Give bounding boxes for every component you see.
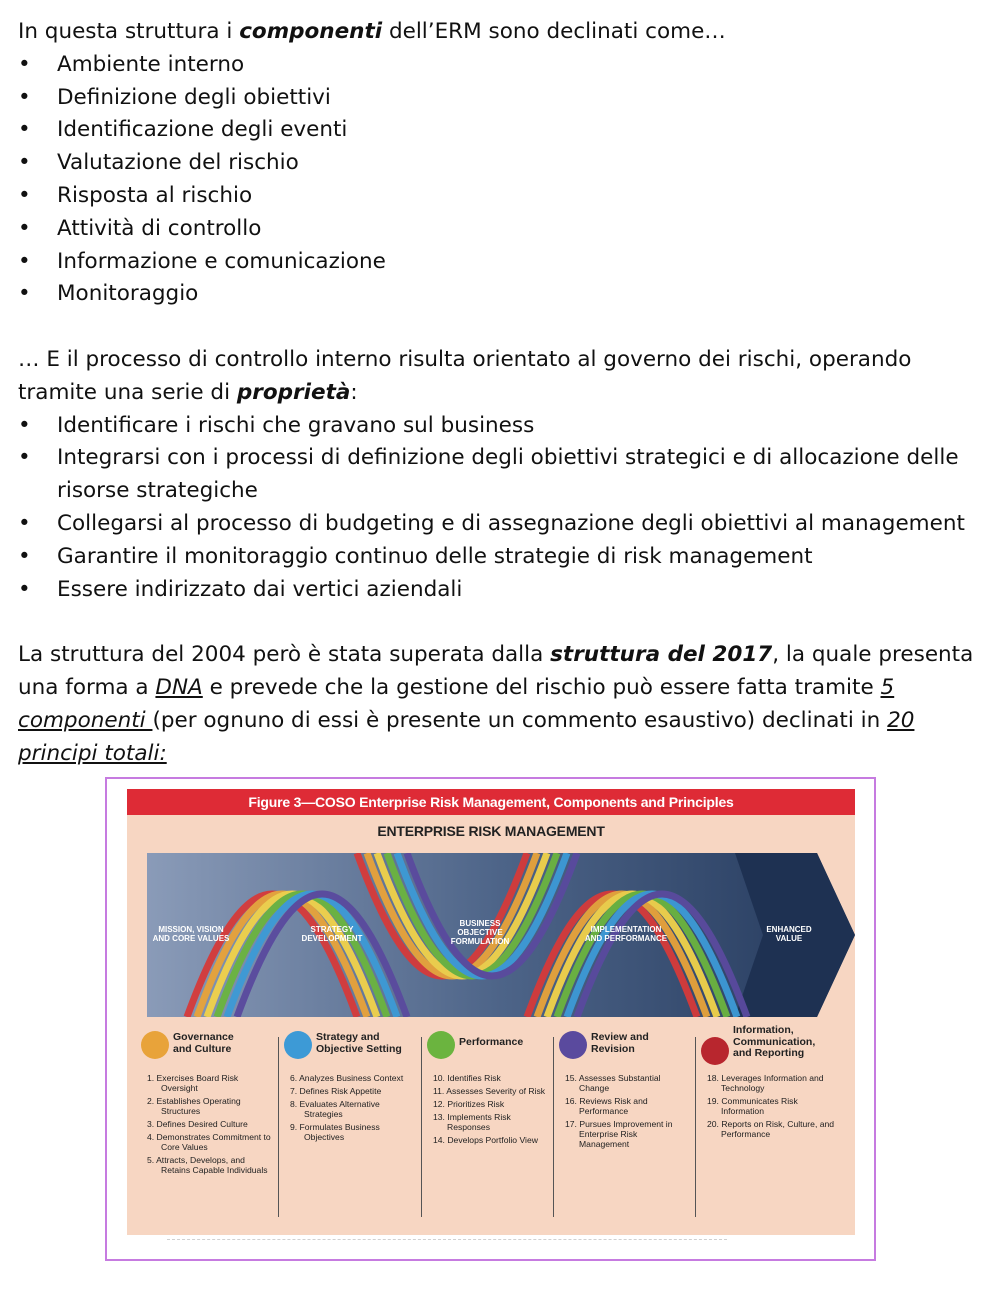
principles-list xyxy=(147,1073,271,1178)
principle-item: 6. Analyzes Business Context xyxy=(290,1073,404,1083)
stage-label: BUSINESS OBJECTIVE FORMULATION xyxy=(450,919,510,946)
principle-item: 14. Develops Portfolio View xyxy=(433,1135,538,1145)
component-information xyxy=(701,1024,841,1225)
list-item: • Monitoraggio xyxy=(18,278,978,311)
intro-text-end: : xyxy=(350,379,358,405)
component-performance xyxy=(427,1029,549,1225)
principle-item: 7. Defines Risk Appetite xyxy=(290,1086,382,1096)
magnifier-icon xyxy=(427,1031,455,1059)
principle-item: 20. Reports on Risk, Culture, and Performance xyxy=(707,1119,835,1139)
underlined-term: 20 principi totali: xyxy=(18,707,915,766)
principles-list xyxy=(565,1073,689,1152)
components-grid xyxy=(141,1024,841,1225)
list-item: • Identificare i rischi che gravano sul business xyxy=(18,410,978,443)
list-item: • Risposta al rischio xyxy=(18,180,978,213)
coso-erm-figure xyxy=(127,789,855,1235)
column-divider xyxy=(695,1037,696,1217)
paragraph-text: , la quale presenta una forma a xyxy=(18,642,974,700)
document-icon xyxy=(559,1031,587,1059)
column-divider xyxy=(278,1037,279,1217)
component-governance xyxy=(141,1029,273,1225)
figure-subtitle: ENTERPRISE RISK MANAGEMENT xyxy=(377,823,605,839)
principle-item: 4. Demonstrates Commitment to Core Values xyxy=(147,1132,271,1152)
component-review xyxy=(559,1029,691,1225)
underlined-term: DNA xyxy=(155,674,203,700)
principle-item: 2. Establishes Operating Structures xyxy=(147,1096,241,1116)
intro-bold-term: proprietà xyxy=(236,379,351,405)
principle-item: 13. Implements Risk Responses xyxy=(433,1112,511,1132)
principle-item: 12. Prioritizes Risk xyxy=(433,1099,505,1109)
component-title: Performance xyxy=(459,1036,524,1048)
principle-item: 8. Evaluates Alternative Strategies xyxy=(290,1099,380,1119)
properties-list xyxy=(18,410,978,607)
intro-text: In questa struttura i xyxy=(18,19,240,44)
people-icon xyxy=(141,1031,169,1059)
list-item: • Definizione degli obiettivi xyxy=(18,82,978,115)
erm-components-list xyxy=(18,49,978,311)
figure-frame xyxy=(105,777,876,1261)
intro-text: … E il processo di controllo interno risulta orientato al governo dei rischi, operando tramite una serie di xyxy=(18,346,912,405)
component-title: Information, Communication, and Reporting xyxy=(733,1024,816,1059)
principle-item: 17. Pursues Improvement in Enterprise Risk Management xyxy=(565,1119,673,1149)
underlined-term: 5 componenti xyxy=(18,674,895,733)
stage-label: ENHANCED VALUE xyxy=(766,925,812,943)
paragraph-text: (per ognuno di essi è presente un commento esaustivo) declinati in xyxy=(152,707,888,733)
principle-item: 18. Leverages Information and Technology xyxy=(707,1073,824,1093)
principle-item: 9. Formulates Business Objectives xyxy=(290,1122,380,1142)
principle-item: 15. Assesses Substantial Change xyxy=(565,1073,661,1093)
principles-list xyxy=(433,1073,549,1148)
principle-item: 5. Attracts, Develops, and Retains Capable Individuals xyxy=(147,1155,268,1175)
section2-intro xyxy=(18,344,978,410)
bold-term: struttura del 2017 xyxy=(550,642,773,668)
list-item: • Garantire il monitoraggio continuo delle strategie di risk management xyxy=(18,541,978,574)
list-item: • Ambiente interno xyxy=(18,49,978,82)
principle-item: 11. Assesses Severity of Risk xyxy=(433,1086,546,1096)
component-title: Strategy and Objective Setting xyxy=(316,1031,402,1055)
stage-label: STRATEGY DEVELOPMENT xyxy=(301,925,363,943)
section3-paragraph xyxy=(18,639,978,770)
paragraph-text: La struttura del 2004 però è stata superata dalla xyxy=(18,642,551,668)
principle-item: 19. Communicates Risk Information xyxy=(707,1096,798,1116)
intro-text-end: dell’ERM sono declinati come… xyxy=(382,19,726,44)
column-divider xyxy=(553,1037,554,1217)
component-title: Governance and Culture xyxy=(173,1031,234,1055)
list-item: • Collegarsi al processo di budgeting e di assegnazione degli obiettivi al management xyxy=(18,508,978,541)
list-item: • Integrarsi con i processi di definizione degli obiettivi strategici e di allocazione delle risorse strategiche xyxy=(18,442,978,508)
list-item: • Essere indirizzato dai vertici aziendali xyxy=(18,574,978,607)
principle-item: 10. Identifies Risk xyxy=(433,1073,501,1083)
gears-icon xyxy=(284,1031,312,1059)
principle-item: 1. Exercises Board Risk Oversight xyxy=(147,1073,239,1093)
list-item: • Valutazione del rischio xyxy=(18,147,978,180)
list-item: • Identificazione degli eventi xyxy=(18,114,978,147)
figure-title: Figure 3—COSO Enterprise Risk Management, Components and Principles xyxy=(127,789,855,815)
intro-bold-term: componenti xyxy=(239,19,383,44)
document-body xyxy=(18,16,978,770)
section1-intro xyxy=(18,16,978,49)
list-item: • Attività di controllo xyxy=(18,213,978,246)
column-divider xyxy=(421,1037,422,1217)
component-strategy xyxy=(284,1029,416,1225)
faint-caption-line xyxy=(167,1239,727,1241)
principles-list xyxy=(707,1073,839,1142)
stage-label: IMPLEMENTATION AND PERFORMANCE xyxy=(584,925,668,943)
paragraph-text: e prevede che la gestione del rischio può essere fatta tramite xyxy=(202,674,881,700)
component-title: Review and Revision xyxy=(591,1031,649,1055)
principle-item: 16. Reviews Risk and Performance xyxy=(565,1096,648,1116)
principle-item: 3. Defines Desired Culture xyxy=(147,1119,248,1129)
list-item: • Informazione e comunicazione xyxy=(18,246,978,279)
stage-label: MISSION, VISION AND CORE VALUES xyxy=(152,925,230,943)
principles-list xyxy=(290,1073,414,1145)
bar-chart-icon xyxy=(701,1037,729,1065)
